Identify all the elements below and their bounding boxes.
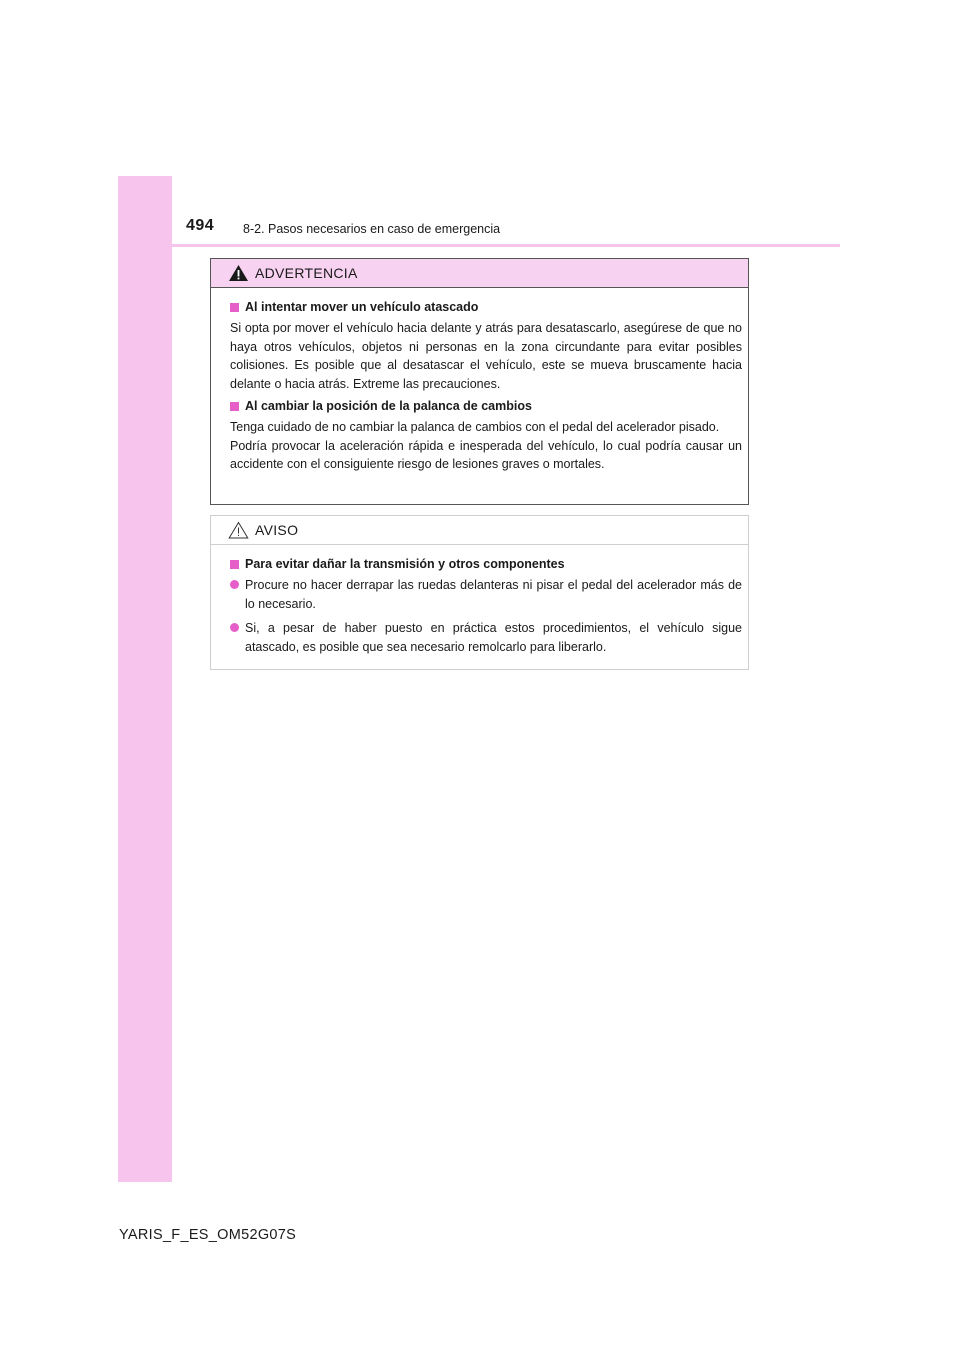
warning-item-1 <box>230 300 742 393</box>
notice-item-title-text: Para evitar dañar la transmisión y otros componentes <box>245 557 565 571</box>
list-item-text: Procure no hacer derrapar las ruedas delanteras ni pisar el pedal del acelerador más de lo necesario. <box>245 578 742 611</box>
section-title: 8-2. Pasos necesarios en caso de emergencia <box>243 222 501 236</box>
warning-box-body <box>211 288 748 474</box>
list-item <box>230 576 742 613</box>
warning-item-title-text: Al cambiar la posición de la palanca de cambios <box>245 399 532 413</box>
side-tab <box>118 176 172 1182</box>
warning-item-title-text: Al intentar mover un vehículo atascado <box>245 300 479 314</box>
warning-item-2 <box>230 399 742 474</box>
notice-label: AVISO <box>255 522 299 538</box>
warning-item-title <box>230 300 742 314</box>
warning-paragraph: Podría provocar la aceleración rápida e inesperada del vehículo, lo cual podría causar un accidente con el consiguiente riesgo de lesiones graves o mortales. <box>230 438 742 471</box>
square-bullet-icon <box>230 303 239 312</box>
notice-bullet-list <box>230 576 742 656</box>
notice-box-body <box>211 545 748 656</box>
warning-label: ADVERTENCIA <box>255 265 358 281</box>
warning-box-header <box>211 259 748 288</box>
page-number: 494 <box>186 217 215 234</box>
notice-item-title <box>230 557 742 571</box>
warning-box <box>210 258 749 505</box>
notice-box-header <box>211 516 748 545</box>
round-bullet-icon <box>230 580 239 589</box>
caution-triangle-outline-icon <box>228 521 249 539</box>
square-bullet-icon <box>230 402 239 411</box>
manual-code: YARIS_F_ES_OM52G07S <box>119 1227 297 1243</box>
warning-item-title <box>230 399 742 413</box>
warning-triangle-icon <box>228 264 249 282</box>
list-item <box>230 619 742 656</box>
list-item-text: Si, a pesar de haber puesto en práctica estos procedimientos, el vehículo sigue atascado, es posible que sea necesario remolcarlo para liberarlo. <box>245 621 742 654</box>
header-rule <box>118 244 840 247</box>
square-bullet-icon <box>230 560 239 569</box>
warning-paragraph: Si opta por mover el vehículo hacia delante y atrás para desatascarlo, asegúrese de que no haya otros vehículos, objetos ni personas en la zona circundante para evitar posibles colisiones. Es posible que al desatascar el vehículo, este se mueva bruscamente hacia delante o hacia atrás. Extreme las precauciones. <box>230 321 742 391</box>
round-bullet-icon <box>230 623 239 632</box>
warning-paragraph: Tenga cuidado de no cambiar la palanca de cambios con el pedal del acelerador pisado. <box>230 420 720 434</box>
notice-box <box>210 515 749 670</box>
